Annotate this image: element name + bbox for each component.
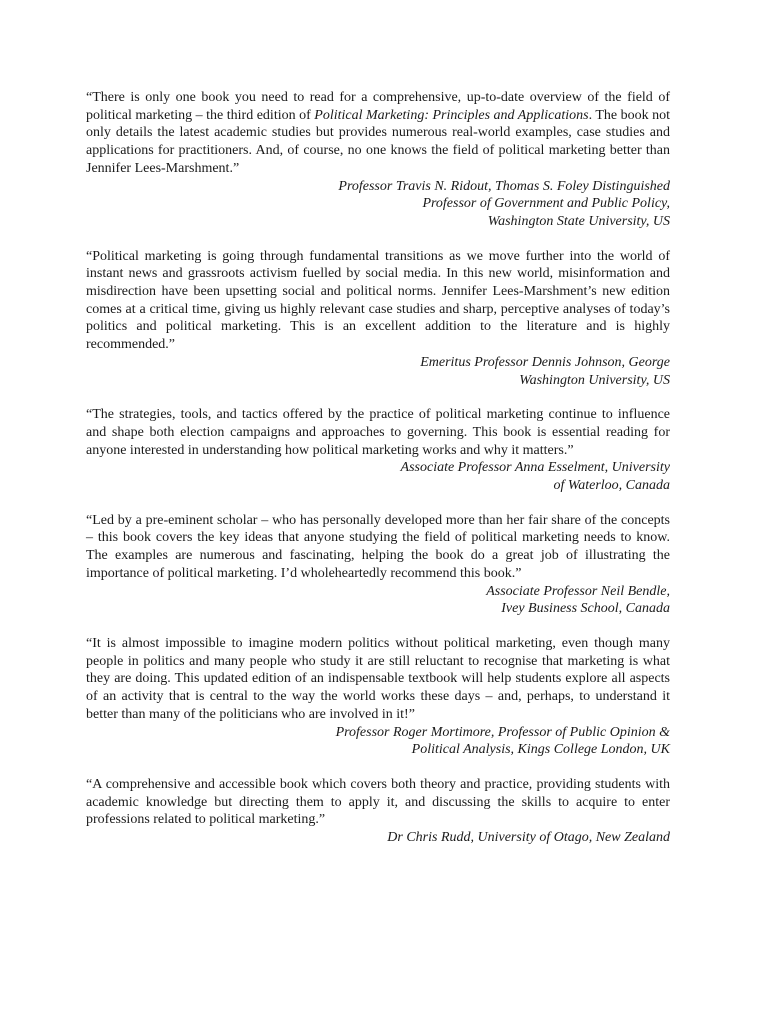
attribution-line: Ivey Business School, Canada (501, 601, 670, 617)
endorsement-quote: “A comprehensive and accessible book which covers both theory and practice, providing students with academic knowledge but directing them to apply it, and discussing the skills to acquire to enter professions related to political marketing.” (86, 776, 670, 828)
attribution-line: Dr Chris Rudd, University of Otago, New Zealand (387, 830, 670, 846)
endorsement-attribution (86, 724, 670, 759)
attribution-line: Professor Travis N. Ridout, Thomas S. Foley Distinguished (338, 178, 670, 194)
book-title: Political Marketing: Principles and Applications (314, 107, 589, 123)
endorsement-quote: “Political marketing is going through fundamental transitions as we move further into the world of instant news and grassroots activism fuelled by social media. In this new world, misinformation and misdirection have been upsetting social and political norms. Jennifer Lees-Marshment’s new edition comes at a critical time, giving us highly relevant case studies and sharp, perceptive analyses of today’s politics and political marketing. This is an excellent addition to the literature and is highly recommended.” (86, 248, 670, 353)
attribution-line: Washington University, US (519, 372, 670, 388)
endorsement-ridout (86, 89, 670, 231)
attribution-line: Professor Roger Mortimore, Professor of Public Opinion & (335, 724, 670, 740)
endorsement-quote: “It is almost impossible to imagine modern politics without political marketing, even though many people in politics and many people who study it are still reluctant to recognise that marketing is what they are doing. This updated edition of an indispensable textbook will help students explore all aspects of an activity that is central to the way the world works these days – and, perhaps, to understand it better than many of the politicians who are involved in it!” (86, 635, 670, 722)
endorsement-attribution (86, 178, 670, 231)
endorsement-quote: “The strategies, tools, and tactics offered by the practice of political marketing continue to influence and shape both election campaigns and approaches to governing. This book is essential reading for anyone interested in understanding how political marketing works and why it matters.” (86, 407, 670, 458)
quote-text: . The book not only details the latest academic studies but provides numerous real-world examples, case studies and applications for practitioners. And, of course, no one knows the field of political marketing better than Jennifer Lees-Marshment.” (86, 107, 671, 176)
attribution-line: Associate Professor Anna Esselment, University (400, 460, 670, 476)
endorsement-attribution (86, 583, 670, 618)
endorsement-attribution (86, 354, 670, 389)
endorsement-johnson (86, 248, 670, 390)
attribution-line: of Waterloo, Canada (553, 478, 670, 494)
attribution-line: Political Analysis, Kings College London, UK (411, 742, 670, 758)
attribution-line: Professor of Government and Public Policy, (422, 196, 670, 212)
endorsement-mortimore (86, 635, 670, 759)
endorsement-quote (86, 89, 670, 178)
endorsement-attribution (86, 459, 670, 494)
quote-text: “There is only one book you need to read for a comprehensive, up-to-date overview of the field of political marketing – the third edition of (86, 90, 670, 123)
attribution-line: Emeritus Professor Dennis Johnson, George (420, 354, 670, 370)
endorsement-attribution (86, 829, 670, 847)
endorsement-quote: “Led by a pre-eminent scholar – who has personally developed more than her fair share of the concepts – this book covers the key ideas that anyone studying the field of political marketing needs to know. The examples are numerous and fascinating, helping the book do a great job of illustrating the importance of political marketing. I’d wholeheartedly recommend this book.” (86, 512, 670, 581)
endorsement-rudd (86, 776, 670, 847)
endorsement-esselment (86, 406, 670, 495)
endorsements-page (86, 89, 670, 864)
endorsement-bendle (86, 512, 670, 618)
attribution-line: Washington State University, US (487, 213, 670, 229)
attribution-line: Associate Professor Neil Bendle, (486, 583, 670, 599)
